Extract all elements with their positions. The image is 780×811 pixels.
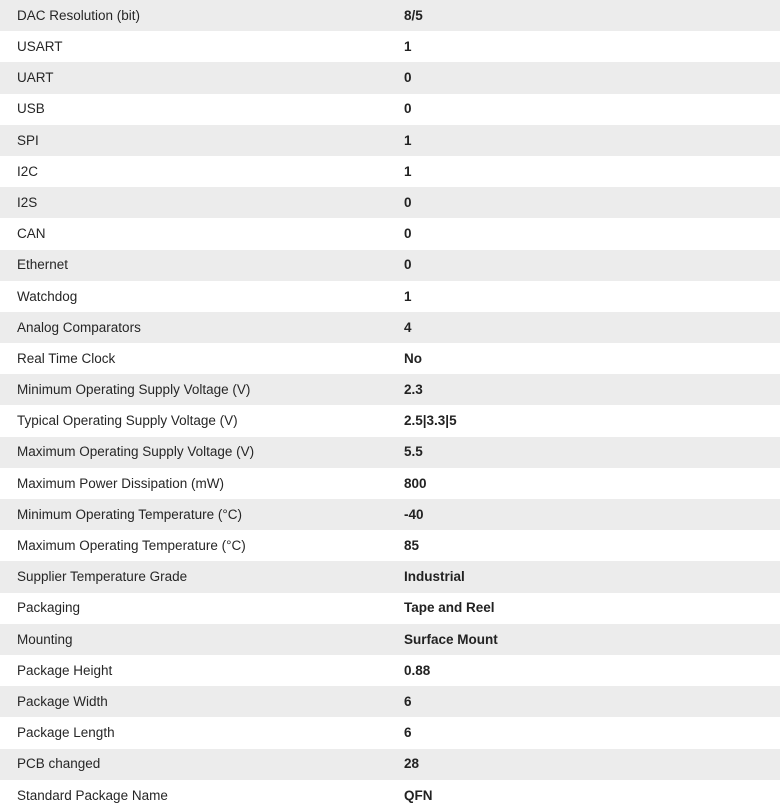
spec-value: 0 — [404, 101, 412, 117]
spec-value: 0 — [404, 70, 412, 86]
spec-name: SPI — [17, 132, 39, 148]
spec-name: Supplier Temperature Grade — [17, 569, 188, 585]
spec-value: Industrial — [404, 569, 465, 585]
spec-value: 2.5|3.3|5 — [404, 413, 457, 429]
spec-row — [0, 374, 780, 405]
spec-name: Mounting — [17, 631, 73, 647]
spec-value: 0 — [404, 257, 412, 273]
spec-row — [0, 624, 780, 655]
spec-row — [0, 780, 780, 811]
spec-name: Typical Operating Supply Voltage (V) — [17, 413, 238, 429]
spec-value: 1 — [404, 132, 412, 148]
spec-value: 28 — [404, 756, 420, 772]
spec-value: 0.88 — [404, 662, 431, 678]
spec-value: Tape and Reel — [404, 600, 495, 616]
spec-value: No — [404, 350, 422, 366]
spec-name: CAN — [17, 226, 46, 242]
spec-value: 800 — [404, 475, 427, 491]
spec-row — [0, 343, 780, 374]
spec-name: PCB changed — [17, 756, 101, 772]
spec-row — [0, 530, 780, 561]
spec-row — [0, 156, 780, 187]
spec-name: Package Length — [17, 725, 115, 741]
spec-row — [0, 655, 780, 686]
spec-row — [0, 281, 780, 312]
spec-row — [0, 717, 780, 748]
spec-row — [0, 218, 780, 249]
spec-name: Package Height — [17, 662, 113, 678]
spec-row — [0, 312, 780, 343]
spec-row — [0, 437, 780, 468]
spec-value: 4 — [404, 319, 412, 335]
spec-value: Surface Mount — [404, 631, 498, 647]
spec-name: Package Width — [17, 693, 108, 709]
spec-name: I2S — [17, 194, 38, 210]
spec-name: Maximum Power Dissipation (mW) — [17, 475, 225, 491]
spec-name: USART — [17, 39, 63, 55]
spec-value: 1 — [404, 288, 412, 304]
spec-row — [0, 94, 780, 125]
spec-row — [0, 468, 780, 499]
spec-value: 0 — [404, 194, 412, 210]
spec-row — [0, 561, 780, 592]
spec-value: 1 — [404, 163, 412, 179]
spec-name: Minimum Operating Temperature (°C) — [17, 506, 242, 522]
spec-value: 8/5 — [404, 7, 423, 23]
spec-value: 85 — [404, 538, 420, 554]
spec-name: Real Time Clock — [17, 350, 116, 366]
spec-value: QFN — [404, 787, 433, 803]
spec-row — [0, 749, 780, 780]
spec-name: Packaging — [17, 600, 81, 616]
spec-name: DAC Resolution (bit) — [17, 7, 141, 23]
spec-name: Maximum Operating Temperature (°C) — [17, 538, 246, 554]
spec-row — [0, 686, 780, 717]
spec-name: Ethernet — [17, 257, 69, 273]
spec-row — [0, 125, 780, 156]
spec-value: 1 — [404, 39, 412, 55]
spec-name: Minimum Operating Supply Voltage (V) — [17, 382, 251, 398]
spec-name: UART — [17, 70, 54, 86]
spec-name: USB — [17, 101, 45, 117]
spec-value: 5.5 — [404, 444, 423, 460]
spec-row — [0, 405, 780, 436]
spec-row — [0, 593, 780, 624]
spec-value: 6 — [404, 725, 412, 741]
spec-value: 6 — [404, 693, 412, 709]
spec-row — [0, 187, 780, 218]
spec-row — [0, 499, 780, 530]
spec-name: Maximum Operating Supply Voltage (V) — [17, 444, 255, 460]
spec-name: Watchdog — [17, 288, 78, 304]
spec-name: I2C — [17, 163, 39, 179]
spec-row — [0, 31, 780, 62]
spec-value: 0 — [404, 226, 412, 242]
spec-row — [0, 250, 780, 281]
spec-value: -40 — [404, 506, 424, 522]
spec-row — [0, 0, 780, 31]
spec-row — [0, 62, 780, 93]
spec-name: Standard Package Name — [17, 787, 168, 803]
spec-name: Analog Comparators — [17, 319, 141, 335]
spec-value: 2.3 — [404, 382, 423, 398]
